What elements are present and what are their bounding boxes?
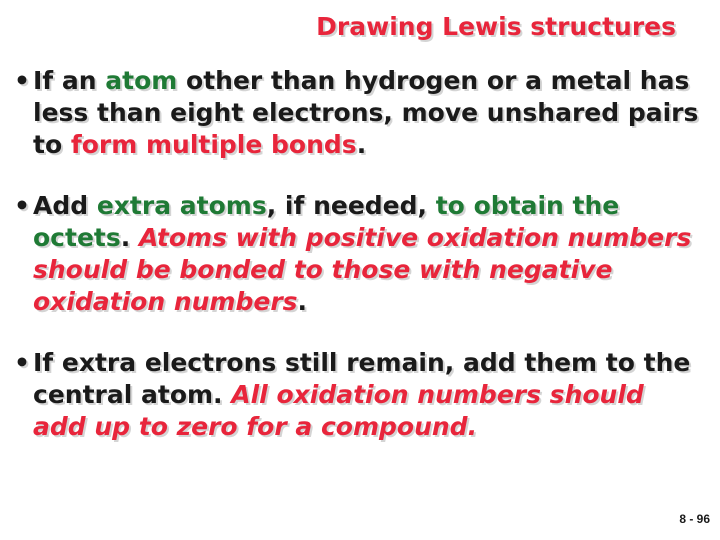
bullet-text-part: . [297,287,308,316]
bullet-text-part: Add [33,191,97,220]
bullet-text-part: to obtain the octets [33,191,620,252]
bullet-item [14,190,700,318]
bullet-dot-icon: • [14,66,30,95]
bullet-item [14,65,700,161]
bullet-text-part: form multiple bonds [70,130,357,159]
bullet-item [14,347,700,443]
bullet-text-part: other than hydrogen or a metal has less than eight electrons, move unshared pairs to [33,66,699,159]
bullet-text-part: All oxidation numbers should add up to zero for a compound. [33,380,644,441]
bullet-text-part: atom [105,66,178,95]
bullet-text-part: extra atoms [96,191,267,220]
bullet-text [33,347,700,443]
bullet-dot-icon: • [14,348,30,377]
bullet-text [33,65,700,161]
slide-title: Drawing Lewis structures [316,12,676,41]
bullet-dot-icon: • [14,191,30,220]
bullet-text [33,190,700,318]
bullet-text-part: . [356,130,367,159]
bullet-text-part: , if needed, [266,191,436,220]
bullet-text-part: Atoms with positive oxidation numbers should be bonded to those with negative oxidation numbers [33,223,692,316]
bullet-text-part: If extra electrons still remain, add them to the central atom. [33,348,691,409]
bullet-text-part: If an [33,66,106,95]
bullet-text-part: . [120,223,139,252]
page-number: 8 - 96 [679,512,710,526]
